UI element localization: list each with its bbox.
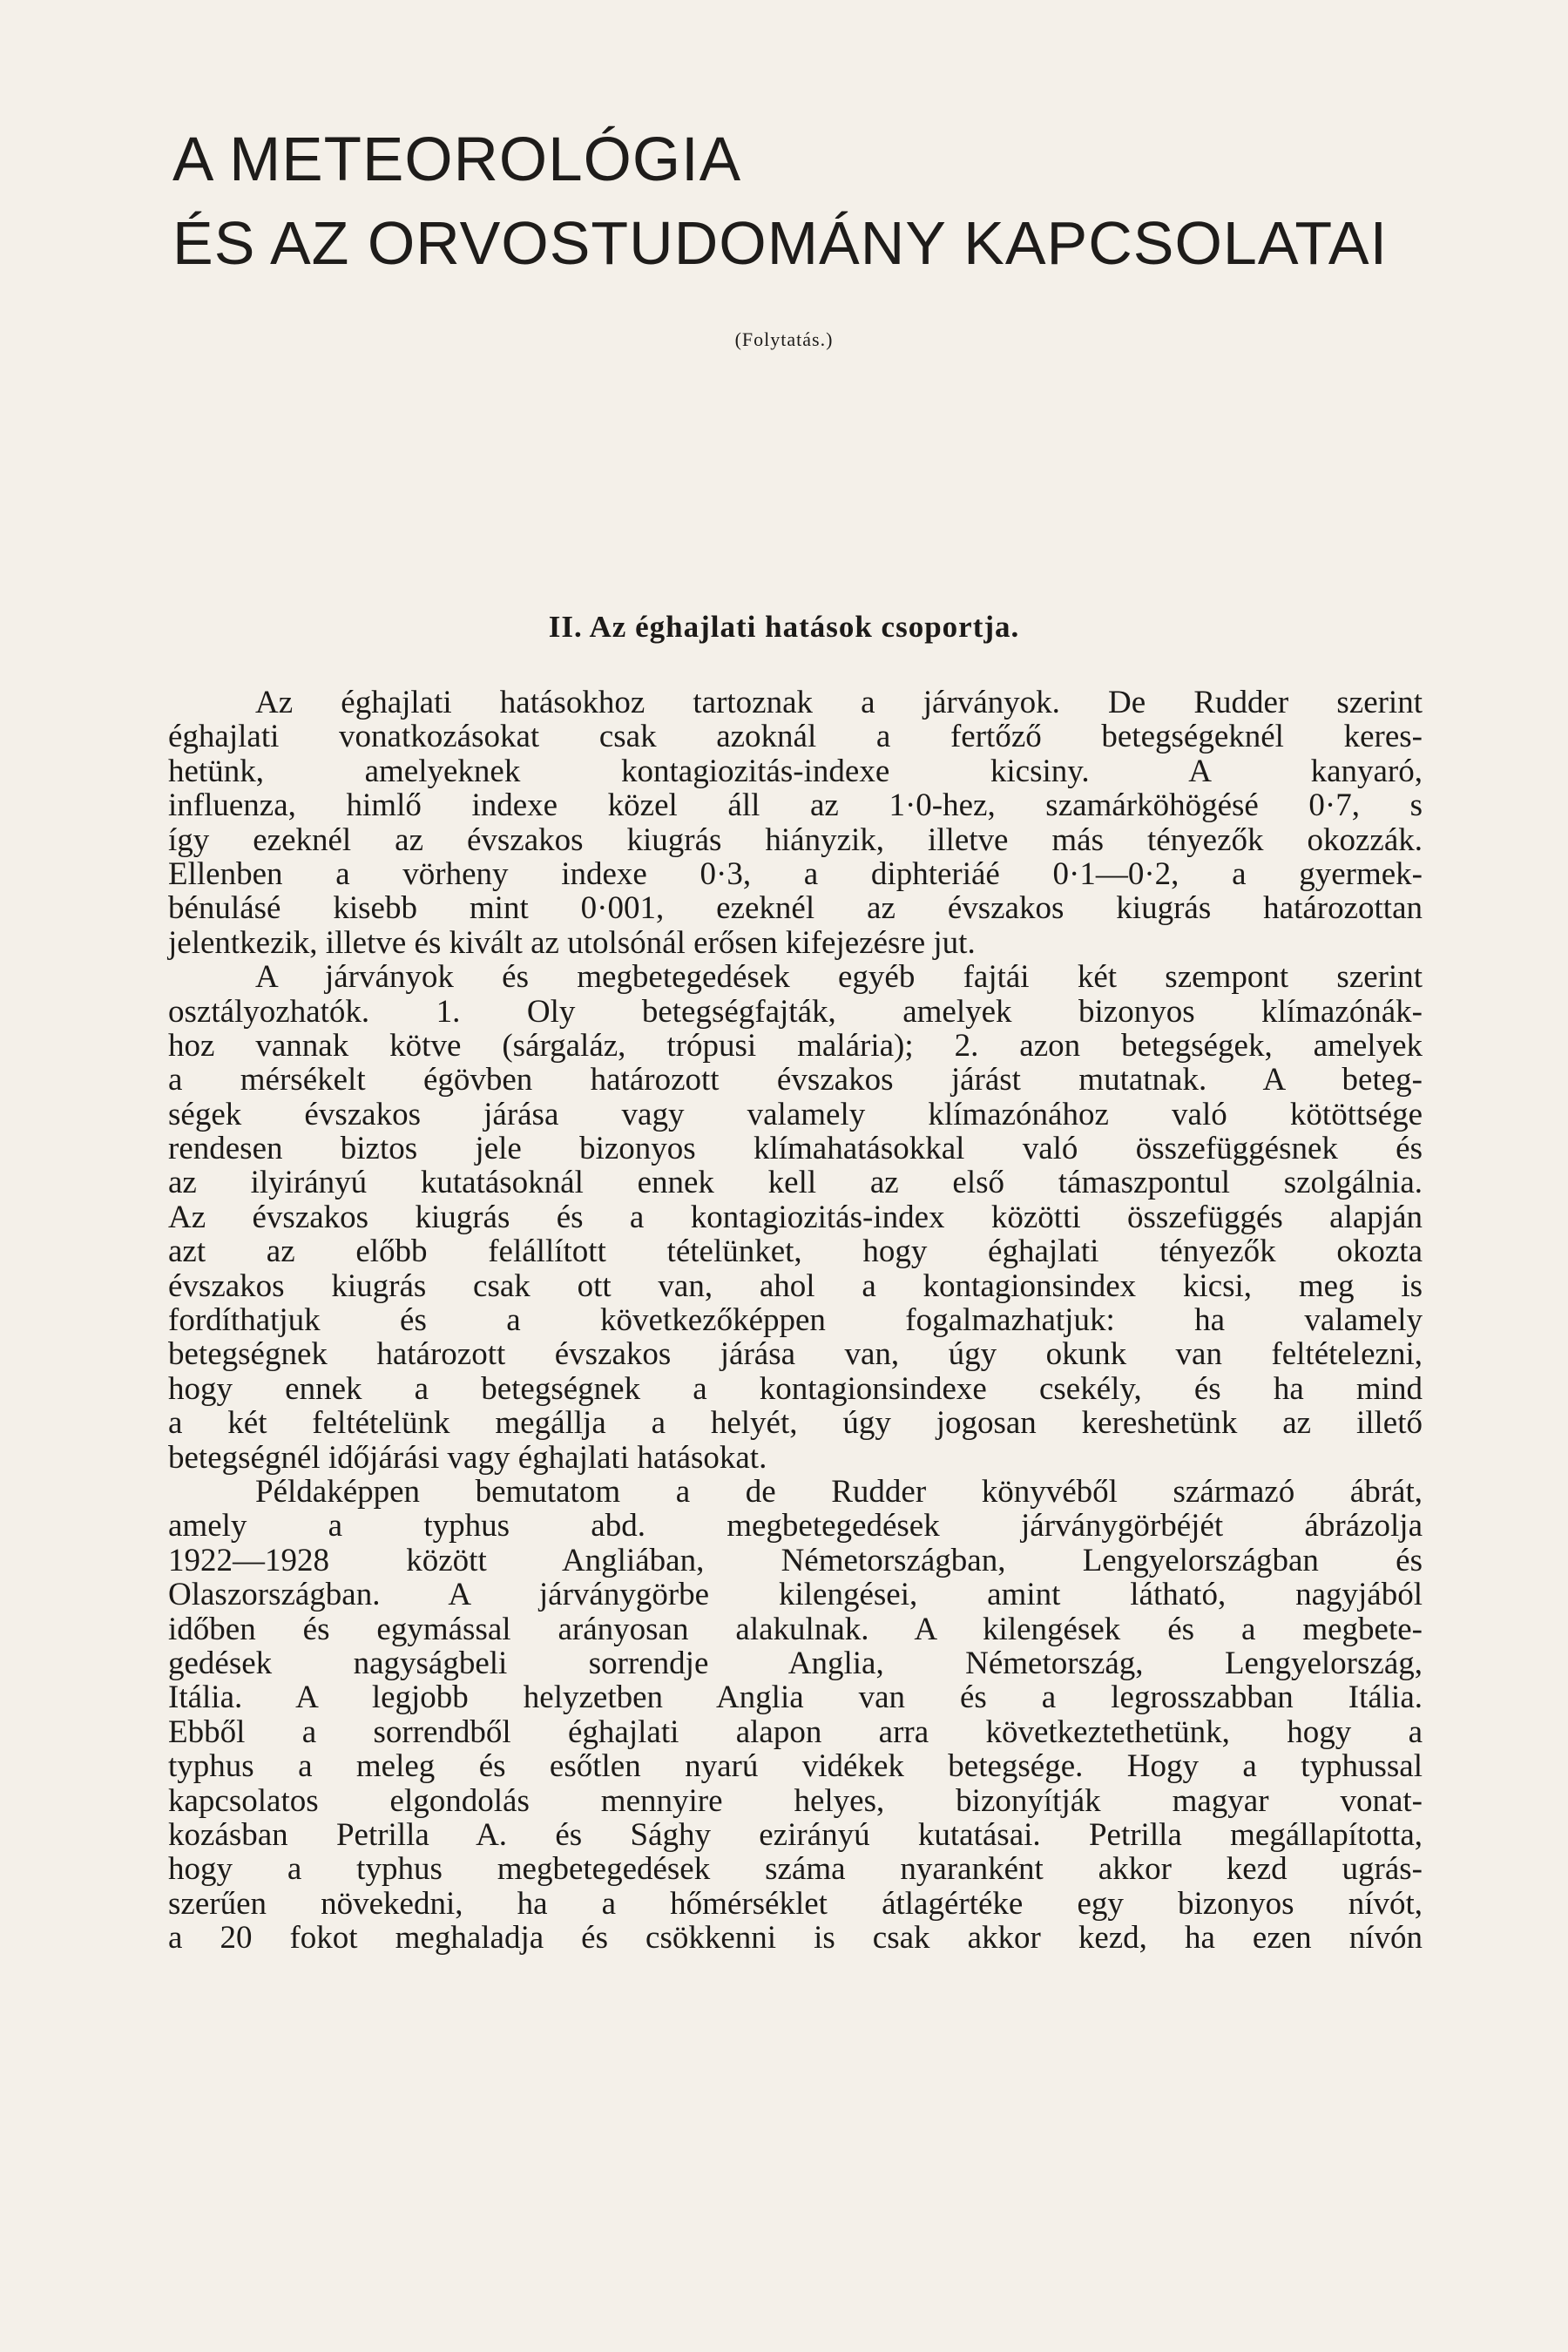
text-line: Az éghajlati hatásokhoz tartoznak a járványok. De Rudder szerint — [255, 685, 1423, 720]
text-line: Példaképpen bemutatom a de Rudder könyvéből származó ábrát, — [255, 1473, 1423, 1510]
text-line: kapcsolatos elgondolás mennyire helyes, bizonyítják magyar vonat- — [168, 1782, 1423, 1819]
text-line: szerűen növekedni, ha a hőmérséklet átlagértéke egy bizonyos nívót, — [168, 1885, 1423, 1922]
text-line: gedések nagyságbeli sorrendje Anglia, Németország, Lengyelország, — [168, 1645, 1423, 1681]
text-line: Ellenben a vörheny indexe 0·3, a diphteriáé 0·1—0·2, a gyermek- — [168, 855, 1423, 892]
text-line: Ebből a sorrendből éghajlati alapon arra következtethetünk, hogy a — [168, 1713, 1423, 1750]
continued-note: (Folytatás.) — [734, 328, 834, 350]
text-line: kozásban Petrilla A. és Sághy ezirányú kutatásai. Petrilla megállapította, — [168, 1816, 1423, 1853]
text-line: betegségnél időjárási vagy éghajlati hatásokat. — [168, 1439, 767, 1476]
title-line-1: A METEOROLÓGIA — [172, 125, 742, 194]
text-line: évszakos kiugrás csak ott van, ahol a kontagionsindex kicsi, meg is — [168, 1267, 1423, 1304]
text-line: influenza, himlő indexe közel áll az 1·0-hez, szamárköhögésé 0·7, s — [168, 787, 1423, 824]
text-line: jelentkezik, illetve és kivált az utolsónál erősen kifejezésre jut. — [168, 924, 976, 961]
text-line: a 20 fokot meghaladja és csökkenni is csak akkor kezd, ha ezen nívón — [168, 1920, 1423, 1957]
text-line: ségek évszakos járása vagy valamely klímazónához való kötöttsége — [168, 1096, 1423, 1132]
text-line: hogy ennek a betegségnek a kontagionsindexe csekély, és ha mind — [168, 1370, 1423, 1407]
text-line: így ezeknél az évszakos kiugrás hiányzik, illetve más tényezők okozzák. — [168, 821, 1423, 858]
text-line: éghajlati vonatkozásokat csak azoknál a fertőző betegségeknél keres- — [168, 719, 1423, 755]
body-text — [168, 686, 1423, 1955]
text-line: a két feltételünk megállja a helyét, úgy jogosan kereshetünk az illető — [168, 1405, 1423, 1442]
text-line: bénulásé kisebb mint 0·001, ezeknél az évszakos kiugrás határozottan — [168, 890, 1423, 927]
text-line: hoz vannak kötve (sárgaláz, trópusi malária); 2. azon betegségek, amelyek — [168, 1027, 1423, 1064]
text-line: 1922—1928 között Angliában, Németországban, Lengyelországban és — [168, 1542, 1423, 1578]
text-line: rendesen biztos jele bizonyos klímahatásokkal való összefüggésnek és — [168, 1131, 1423, 1167]
text-line: hogy a typhus megbetegedések száma nyaranként akkor kezd ugrás- — [168, 1851, 1423, 1888]
text-line: A járványok és megbetegedések egyéb fajtái két szempont szerint — [255, 959, 1423, 996]
text-line: hetünk, amelyeknek kontagiozitás-indexe kicsiny. A kanyaró, — [168, 753, 1423, 789]
text-line: azt az előbb felállított tételünket, hogy éghajlati tényezők okozta — [168, 1233, 1423, 1270]
section-heading: II. Az éghajlati hatások csoportja. — [548, 610, 1020, 644]
text-line: az ilyirányú kutatásoknál ennek kell az első támaszpontul szolgálnia. — [168, 1165, 1423, 1201]
title-line-2: ÉS AZ ORVOSTUDOMÁNY KAPCSOLATAI — [172, 209, 1389, 277]
text-line: typhus a meleg és esőtlen nyarú vidékek betegsége. Hogy a typhussal — [168, 1748, 1423, 1785]
text-line: amely a typhus abd. megbetegedések járványgörbéjét ábrázolja — [168, 1508, 1423, 1544]
text-line: a mérsékelt égövben határozott évszakos járást mutatnak. A beteg- — [168, 1062, 1423, 1098]
text-line: Olaszországban. A járványgörbe kilengései, amint látható, nagyjából — [168, 1577, 1423, 1613]
text-line: osztályozhatók. 1. Oly betegségfajták, amelyek bizonyos klímazónák- — [168, 993, 1423, 1030]
text-line: időben és egymással arányosan alakulnak. A kilengések és a megbete- — [168, 1611, 1423, 1647]
text-line: fordíthatjuk és a következőképpen fogalmazhatjuk: ha valamely — [168, 1302, 1423, 1339]
text-line: betegségnek határozott évszakos járása van, úgy okunk van feltételezni, — [168, 1336, 1423, 1373]
text-line: Az évszakos kiugrás és a kontagiozitás-index közötti összefüggés alapján — [168, 1199, 1423, 1235]
text-line: Itália. A legjobb helyzetben Anglia van és a legrosszabban Itália. — [168, 1680, 1423, 1716]
